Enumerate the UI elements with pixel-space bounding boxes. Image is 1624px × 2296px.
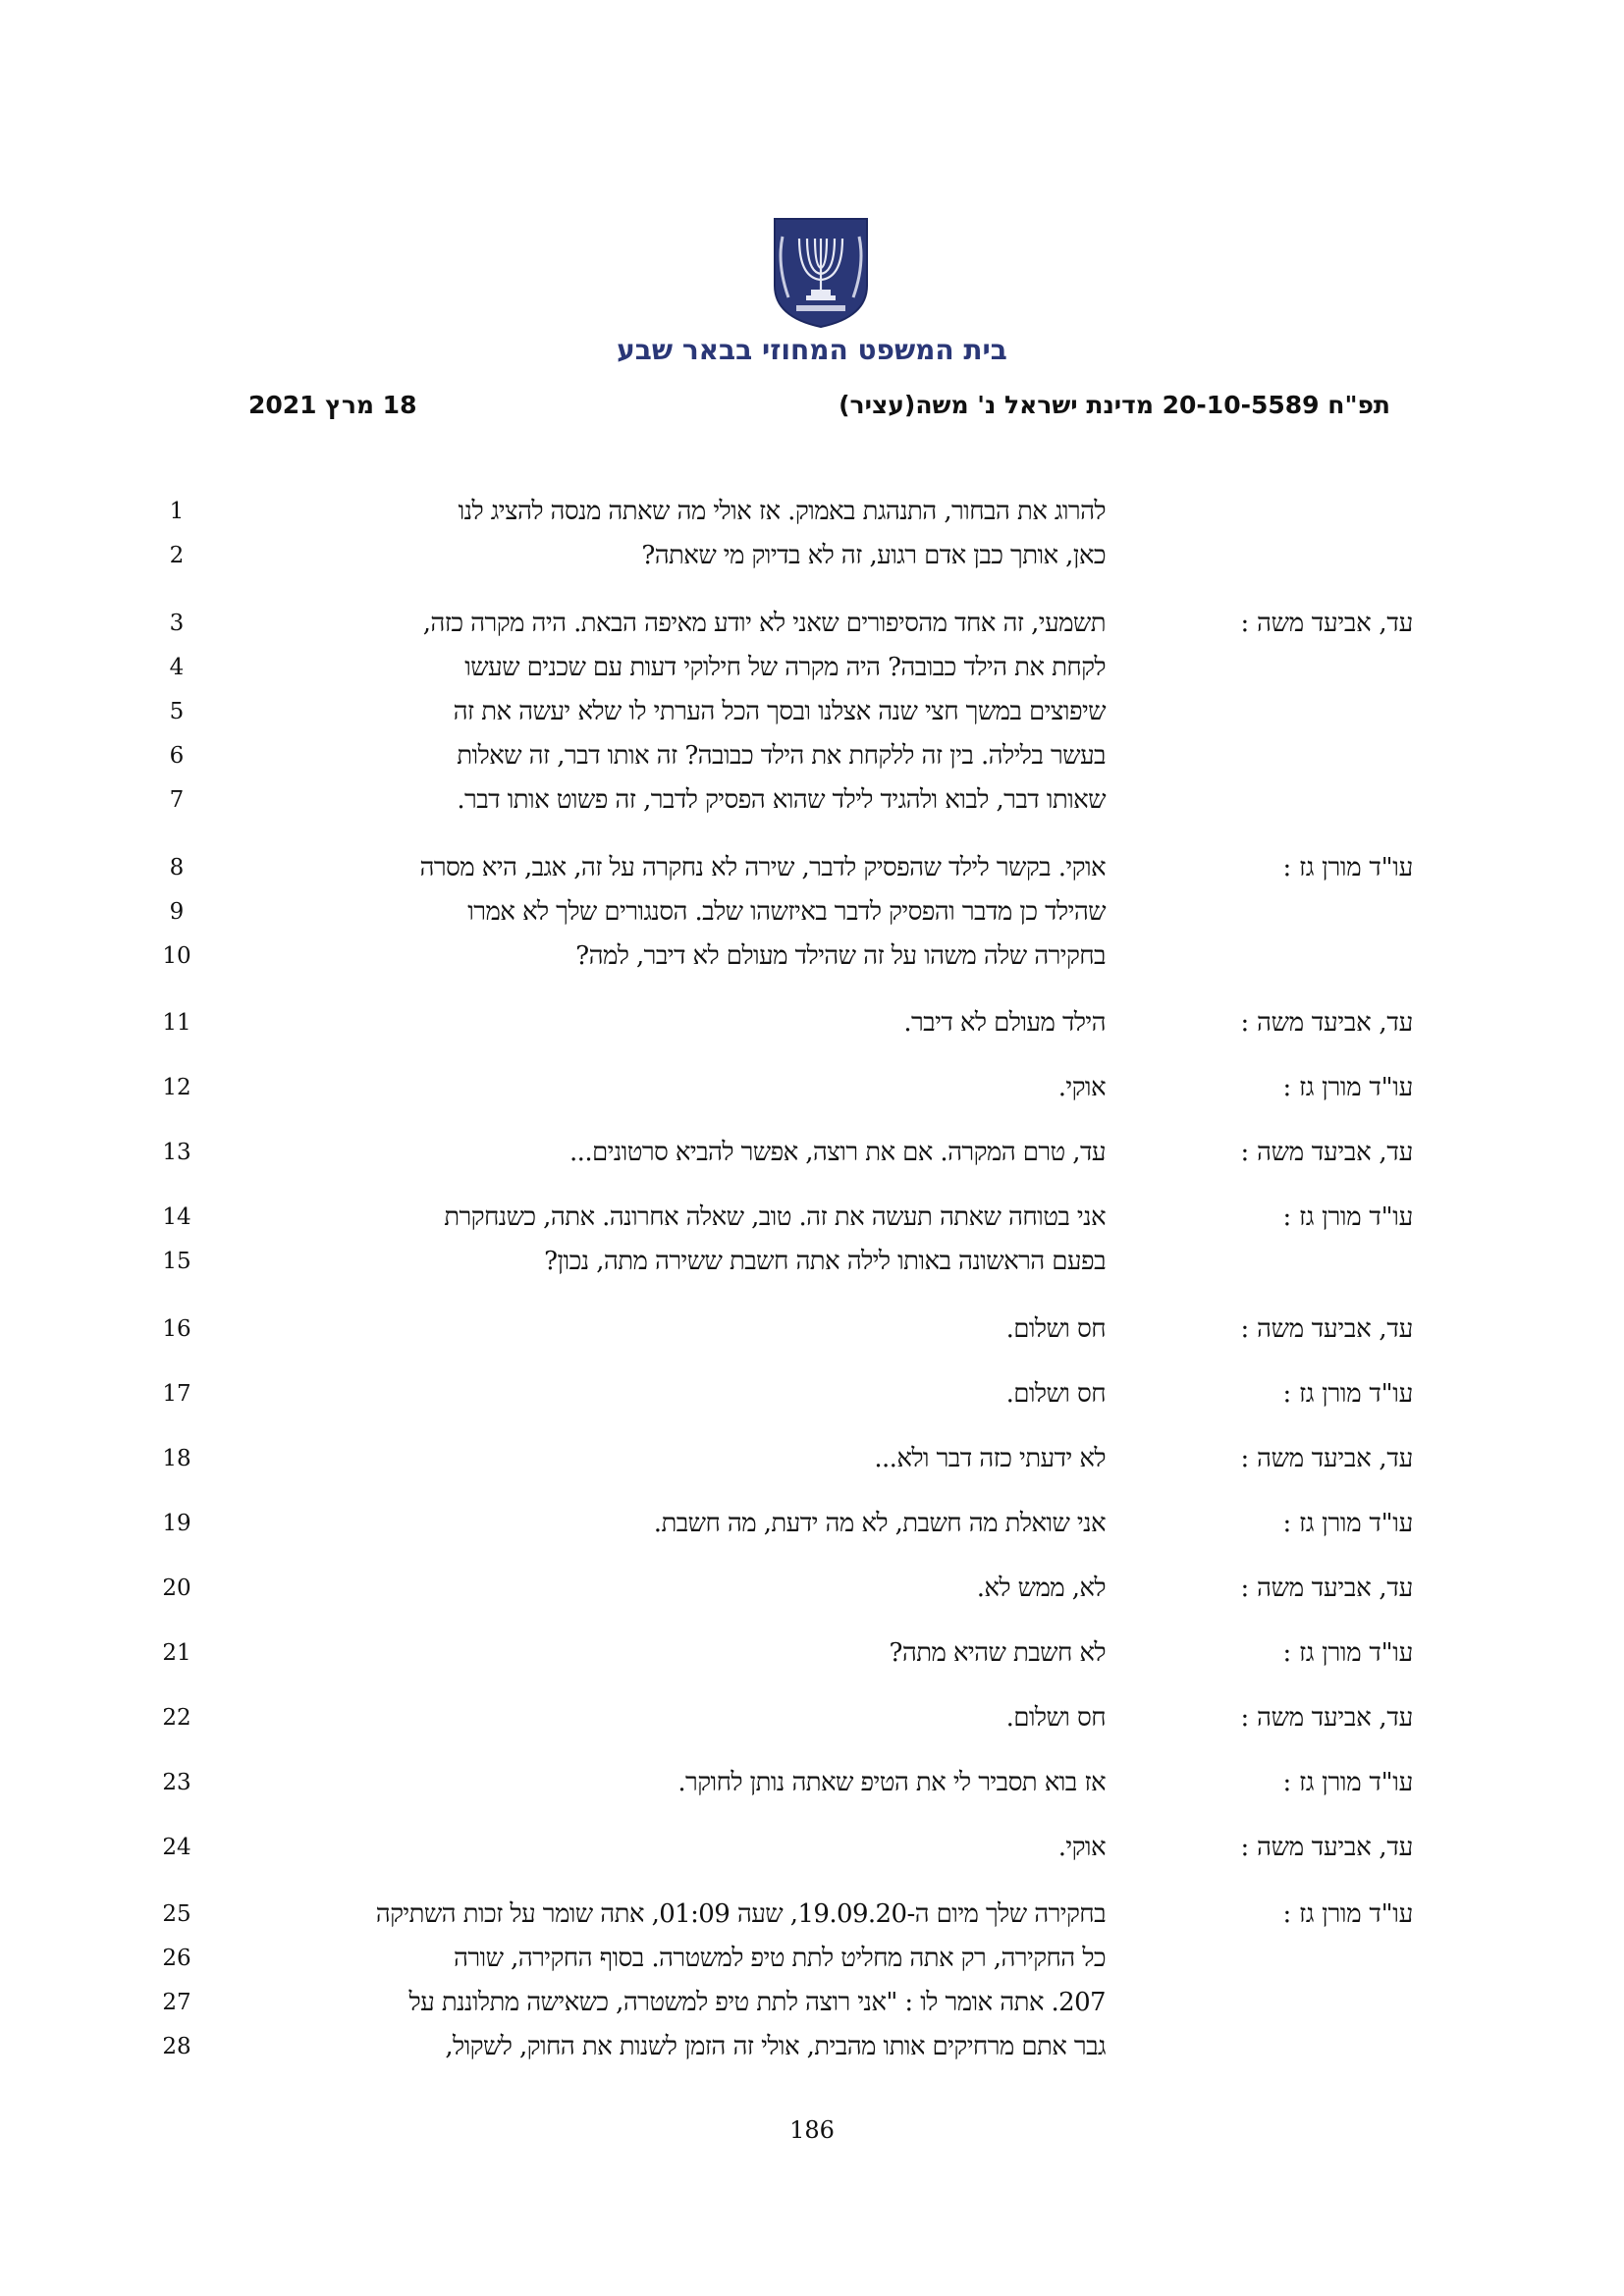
line-number: 18 — [162, 1446, 191, 1471]
line-number: 7 — [169, 787, 185, 813]
speaker-label: עו"ד מורן גז : — [1282, 1509, 1413, 1538]
speaker-label: עד, אביעד משה : — [1240, 1444, 1413, 1473]
transcript-line-text: אוקי. — [1057, 1833, 1106, 1862]
line-number: 12 — [162, 1075, 191, 1100]
line-number: 8 — [169, 855, 185, 881]
line-number: 23 — [162, 1770, 191, 1795]
line-number: 4 — [169, 655, 185, 680]
transcript-line-text: שהילד כן מדבר והפסיק לדבר באיזשהו שלב. הסנגורים שלך לא אמרו — [467, 897, 1106, 927]
transcript-line-text: אני בטוחה שאתה תעשה את זה. טוב, שאלה אחרונה. אתה, כשנחקרת — [444, 1202, 1106, 1232]
transcript-line-text: בחקירה שלה משהו על זה שהילד מעולם לא דיבר, למה? — [575, 941, 1106, 971]
transcript-line-text: בפעם הראשונה באותו לילה אתה חשבת ששירה מתה, נכון? — [544, 1247, 1106, 1276]
transcript-line-text: לא חשבת שהיא מתה? — [889, 1638, 1106, 1668]
transcript-line-text: חס ושלום. — [1005, 1379, 1106, 1409]
transcript-line-text: לקחת את הילד כבובה? היה מקרה של חילוקי דעות עם שכנים שעשו — [464, 653, 1106, 682]
speaker-label: עד, אביעד משה : — [1240, 1703, 1413, 1733]
line-number: 2 — [169, 543, 185, 568]
line-number: 1 — [169, 499, 185, 524]
line-number: 26 — [162, 1946, 191, 1971]
line-number: 28 — [162, 2034, 191, 2059]
line-number: 19 — [162, 1511, 191, 1536]
court-name: בית המשפט המחוזי בבאר שבע — [617, 334, 1007, 366]
transcript-line-text: שיפוצים במשך חצי שנה אצלנו ובסך הכל הערתי לו שלא יעשה את זה — [453, 697, 1106, 726]
transcript-line-text: אני שואלת מה חשבת, לא מה ידעת, מה חשבת. — [653, 1509, 1106, 1538]
case-date: 18 מרץ 2021 — [248, 391, 417, 419]
transcript-line-text: אז בוא תסביר לי את הטיפ שאתה נותן לחוקר. — [677, 1768, 1106, 1797]
transcript-line-text: 207. אתה אומר לו : "אני רוצה לתת טיפ למשטרה, כשאישה מתלוננת על — [408, 1988, 1106, 2017]
transcript-line-text: כל החקירה, רק אתה מחליט לתת טיפ למשטרה. בסוף החקירה, שורה — [454, 1944, 1106, 1973]
transcript-line-text: חס ושלום. — [1005, 1314, 1106, 1344]
case-title: תפ"ח 20-10-5589 מדינת ישראל נ' משה(עציר) — [839, 391, 1390, 419]
speaker-label: עד, אביעד משה : — [1240, 1138, 1413, 1167]
line-number: 10 — [162, 943, 191, 969]
transcript-line-text: עד, טרם המקרה. אם את רוצה, אפשר להביא סרטונים... — [568, 1138, 1106, 1167]
line-number: 21 — [162, 1640, 191, 1666]
transcript-line-text: לא ידעתי כזה דבר ולא... — [874, 1444, 1106, 1473]
line-number: 3 — [169, 611, 185, 636]
transcript-line-text: בחקירה שלך מיום ה-19.09.20, שעה 01:09, אתה שומר על זכות השתיקה — [375, 1899, 1106, 1929]
speaker-label: עד, אביעד משה : — [1240, 609, 1413, 638]
speaker-label: עו"ד מורן גז : — [1282, 1073, 1413, 1102]
speaker-label: עו"ד מורן גז : — [1282, 1768, 1413, 1797]
line-number: 6 — [169, 743, 185, 769]
line-number: 9 — [169, 899, 185, 925]
speaker-label: עו"ד מורן גז : — [1282, 1202, 1413, 1232]
transcript-line-text: לא, ממש לא. — [976, 1574, 1106, 1603]
line-number: 16 — [162, 1316, 191, 1342]
speaker-label: עד, אביעד משה : — [1240, 1833, 1413, 1862]
line-number: 13 — [162, 1140, 191, 1165]
speaker-label: עו"ד מורן גז : — [1282, 1899, 1413, 1929]
transcript-line-text: הילד מעולם לא דיבר. — [903, 1008, 1106, 1038]
line-number: 22 — [162, 1705, 191, 1731]
speaker-label: עו"ד מורן גז : — [1282, 1638, 1413, 1668]
transcript-line-text: בעשר בלילה. בין זה ללקחת את הילד כבובה? זה אותו דבר, זה שאלות — [457, 741, 1106, 771]
transcript-line-text: גבר אתם מרחיקים אותו מהבית, אולי זה הזמן לשנות את החוק, לשקול, — [445, 2032, 1106, 2061]
transcript-line-text: להרוג את הבחור, התנהגת באמוק. אז אולי מה שאתה מנסה להציג לנו — [458, 497, 1106, 526]
transcript-line-text: חס ושלום. — [1005, 1703, 1106, 1733]
speaker-label: עד, אביעד משה : — [1240, 1574, 1413, 1603]
speaker-label: עו"ד מורן גז : — [1282, 1379, 1413, 1409]
speaker-label: עד, אביעד משה : — [1240, 1314, 1413, 1344]
transcript-line-text: כאן, אותך כבן אדם רגוע, זה לא בדיוק מי שאתה? — [641, 541, 1106, 570]
transcript-line-text: שאותו דבר, לבוא ולהגיד לילד שהוא הפסיק לדבר, זה פשוט אותו דבר. — [457, 785, 1106, 815]
transcript-line-text: אוקי. — [1057, 1073, 1106, 1102]
line-number: 11 — [162, 1010, 191, 1036]
line-number: 15 — [162, 1249, 191, 1274]
line-number: 20 — [162, 1575, 191, 1601]
line-number: 24 — [162, 1835, 191, 1860]
line-number: 17 — [162, 1381, 191, 1407]
line-number: 25 — [162, 1901, 191, 1927]
line-number: 14 — [162, 1204, 191, 1230]
transcript-line-text: אוקי. בקשר לילד שהפסיק לדבר, שירה לא נחקרה על זה, אגב, היא מסרה — [419, 853, 1106, 882]
line-number: 27 — [162, 1990, 191, 2015]
speaker-label: עד, אביעד משה : — [1240, 1008, 1413, 1038]
speaker-label: עו"ד מורן גז : — [1282, 853, 1413, 882]
transcript-line-text: תשמעי, זה אחד מהסיפורים שאני לא יודע מאיפה הבאת. היה מקרה כזה, — [422, 609, 1106, 638]
line-number: 5 — [169, 699, 185, 724]
page-number: 186 — [789, 2116, 835, 2144]
